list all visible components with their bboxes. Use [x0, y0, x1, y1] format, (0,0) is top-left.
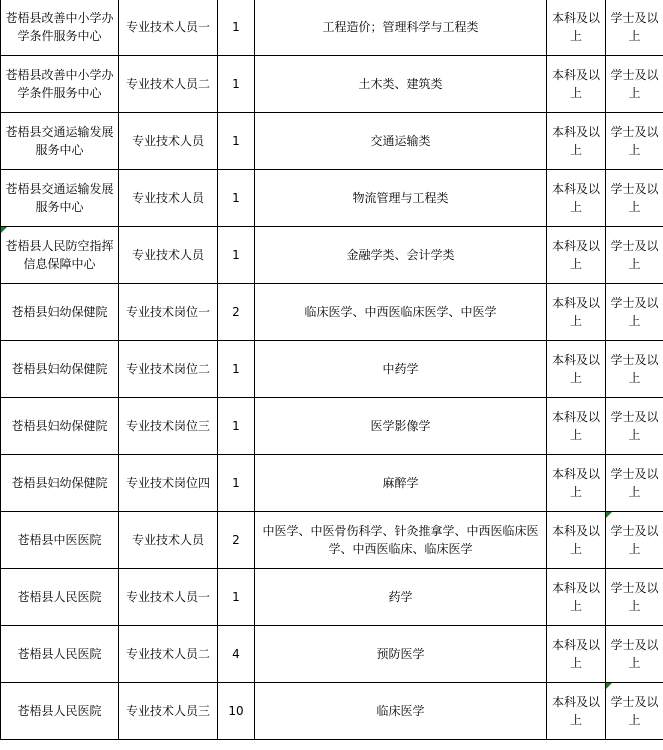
major-cell: 医学影像学: [255, 398, 547, 455]
table-row: [1, 227, 663, 284]
education-cell: 本科及以上: [547, 512, 606, 569]
education-cell: 本科及以上: [547, 683, 606, 740]
major-cell: 中药学: [255, 341, 547, 398]
table-row: [1, 683, 663, 740]
cell-marker-icon: [606, 683, 612, 689]
major-cell: 中医学、中医骨伤科学、针灸推拿学、中西医临床医学、中西医临床、临床医学: [255, 512, 547, 569]
unit-text: 苍梧县人民防空指挥信息保障中心: [5, 239, 114, 271]
degree-cell: 学士及以上: [606, 455, 663, 512]
count-cell: 1: [218, 113, 255, 170]
degree-cell: [606, 512, 663, 569]
cell-marker-icon: [1, 227, 7, 233]
major-cell: 物流管理与工程类: [255, 170, 547, 227]
table-row: [1, 512, 663, 569]
unit-cell: 苍梧县人民医院: [1, 683, 119, 740]
post-cell: 专业技术人员: [119, 512, 218, 569]
count-cell: 1: [218, 0, 255, 56]
unit-cell: [1, 227, 119, 284]
post-cell: 专业技术岗位三: [119, 398, 218, 455]
count-cell: 10: [218, 683, 255, 740]
count-cell: 1: [218, 227, 255, 284]
table-row: [1, 455, 663, 512]
major-cell: 预防医学: [255, 626, 547, 683]
degree-cell: 学士及以上: [606, 341, 663, 398]
major-cell: 临床医学: [255, 683, 547, 740]
post-cell: 专业技术人员一: [119, 0, 218, 56]
degree-cell: 学士及以上: [606, 284, 663, 341]
table-row: [1, 626, 663, 683]
education-cell: 本科及以上: [547, 569, 606, 626]
degree-text: 学士及以上: [610, 695, 659, 727]
degree-cell: [606, 683, 663, 740]
education-cell: 本科及以上: [547, 0, 606, 56]
degree-cell: 学士及以上: [606, 569, 663, 626]
count-cell: 1: [218, 398, 255, 455]
degree-cell: 学士及以上: [606, 56, 663, 113]
major-cell: 药学: [255, 569, 547, 626]
degree-cell: 学士及以上: [606, 626, 663, 683]
degree-cell: 学士及以上: [606, 0, 663, 56]
major-cell: 金融学类、会计学类: [255, 227, 547, 284]
post-cell: 专业技术人员: [119, 113, 218, 170]
education-cell: 本科及以上: [547, 626, 606, 683]
count-cell: 1: [218, 455, 255, 512]
unit-cell: 苍梧县妇幼保健院: [1, 341, 119, 398]
degree-cell: 学士及以上: [606, 170, 663, 227]
unit-cell: 苍梧县妇幼保健院: [1, 398, 119, 455]
count-cell: 4: [218, 626, 255, 683]
degree-cell: 学士及以上: [606, 227, 663, 284]
degree-text: 学士及以上: [610, 524, 659, 556]
table-row: [1, 56, 663, 113]
count-cell: 1: [218, 56, 255, 113]
unit-cell: 苍梧县妇幼保健院: [1, 284, 119, 341]
table-row: [1, 113, 663, 170]
table-row: [1, 398, 663, 455]
unit-cell: 苍梧县人民医院: [1, 626, 119, 683]
education-cell: 本科及以上: [547, 113, 606, 170]
education-cell: 本科及以上: [547, 170, 606, 227]
major-cell: 交通运输类: [255, 113, 547, 170]
count-cell: 1: [218, 170, 255, 227]
post-cell: 专业技术岗位四: [119, 455, 218, 512]
count-cell: 2: [218, 512, 255, 569]
major-cell: 临床医学、中西医临床医学、中医学: [255, 284, 547, 341]
unit-cell: 苍梧县中医医院: [1, 512, 119, 569]
table-row: [1, 569, 663, 626]
unit-cell: 苍梧县改善中小学办学条件服务中心: [1, 56, 119, 113]
unit-cell: 苍梧县交通运输发展服务中心: [1, 113, 119, 170]
unit-cell: 苍梧县妇幼保健院: [1, 455, 119, 512]
cell-marker-icon: [606, 512, 612, 518]
count-cell: 1: [218, 569, 255, 626]
post-cell: 专业技术人员一: [119, 569, 218, 626]
major-cell: 工程造价；管理科学与工程类: [255, 0, 547, 56]
post-cell: 专业技术人员: [119, 170, 218, 227]
major-cell: 土木类、建筑类: [255, 56, 547, 113]
education-cell: 本科及以上: [547, 341, 606, 398]
table-row: [1, 170, 663, 227]
education-cell: 本科及以上: [547, 56, 606, 113]
education-cell: 本科及以上: [547, 455, 606, 512]
post-cell: 专业技术人员三: [119, 683, 218, 740]
post-cell: 专业技术岗位二: [119, 341, 218, 398]
education-cell: 本科及以上: [547, 284, 606, 341]
table-row: [1, 341, 663, 398]
education-cell: 本科及以上: [547, 398, 606, 455]
degree-cell: 学士及以上: [606, 398, 663, 455]
post-cell: 专业技术人员二: [119, 56, 218, 113]
unit-cell: 苍梧县改善中小学办学条件服务中心: [1, 0, 119, 56]
post-cell: 专业技术岗位一: [119, 284, 218, 341]
education-cell: 本科及以上: [547, 227, 606, 284]
unit-cell: 苍梧县交通运输发展服务中心: [1, 170, 119, 227]
post-cell: 专业技术人员: [119, 227, 218, 284]
table-row: [1, 284, 663, 341]
count-cell: 2: [218, 284, 255, 341]
count-cell: 1: [218, 341, 255, 398]
degree-cell: 学士及以上: [606, 113, 663, 170]
post-cell: 专业技术人员二: [119, 626, 218, 683]
major-cell: 麻醉学: [255, 455, 547, 512]
unit-cell: 苍梧县人民医院: [1, 569, 119, 626]
table-row: [1, 0, 663, 56]
